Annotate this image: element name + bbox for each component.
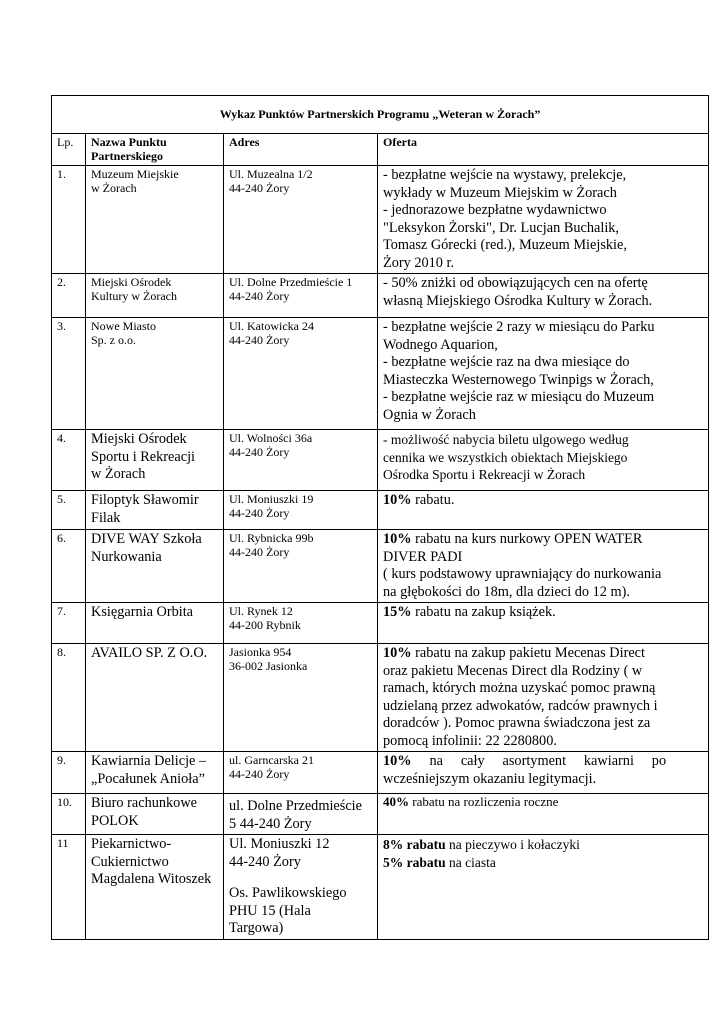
name-line: Nowe Miasto (91, 319, 156, 333)
row-name (86, 794, 224, 835)
document-title: Wykaz Punktów Partnerskich Programu „Weteran w Żorach” (52, 96, 709, 134)
offer-line: doradców ). Pomoc prawna świadczona jest za (383, 715, 651, 731)
name-line: POLOK (91, 812, 139, 829)
discount-value: 40% (383, 794, 409, 809)
name-line: Kawiarnia Delicje – (91, 753, 207, 769)
name-line: Magdalena Witoszek (91, 871, 212, 887)
name-line: w Żorach (91, 181, 137, 195)
address-line: Ul. Moniuszki 19 (229, 492, 314, 506)
row-lp: 8. (52, 644, 86, 752)
offer-line: Tomasz Górecki (red.), Muzeum Miejskie, (383, 237, 627, 253)
row-name (86, 491, 224, 530)
address-line: 44-240 Żory (229, 445, 290, 459)
row-address (224, 491, 378, 530)
discount-value: 10% (383, 645, 412, 661)
name-line: „Pocałunek Anioła” (91, 770, 205, 787)
name-line: Filoptyk Sławomir (91, 492, 199, 508)
address-line: 44-240 Żory (229, 545, 290, 559)
table-row (52, 274, 709, 318)
name-line: Nurkowania (91, 548, 162, 565)
address-line: 36-002 Jasionka (229, 659, 308, 673)
offer-text: na pieczywo i kołaczyki (445, 837, 580, 852)
row-address (224, 644, 378, 752)
discount-value: 15% (383, 604, 412, 620)
row-offer (378, 166, 709, 274)
row-lp: 6. (52, 530, 86, 603)
row-lp: 1. (52, 166, 86, 274)
offer-line: wykłady w Muzeum Miejskim w Żorach (383, 184, 617, 201)
row-address (224, 430, 378, 491)
row-name (86, 752, 224, 794)
row-lp: 11 (52, 835, 86, 940)
row-offer (378, 835, 709, 940)
discount-value: 10% (383, 753, 412, 769)
name-line: DIVE WAY Szkoła (91, 531, 202, 547)
offer-line (383, 492, 703, 510)
offer-line: na głębokości do 18m, dla dzieci do 12 m). (383, 583, 630, 600)
offer-line (383, 836, 703, 854)
row-address (224, 166, 378, 274)
offer-line: "Leksykon Żorski", Dr. Lucjan Buchalik, (383, 219, 620, 236)
row-name (86, 166, 224, 274)
row-name (86, 318, 224, 430)
offer-line: Miasteczka Westernowego Twinpigs w Żorach, (383, 371, 654, 388)
table-row (52, 644, 709, 752)
offer-line: Wodnego Aquarion, (383, 336, 498, 353)
title-row (52, 96, 709, 134)
offer-text: rabatu na kurs nurkowy OPEN WATER (411, 531, 643, 547)
table-row (52, 530, 709, 603)
offer-line (383, 531, 703, 549)
offer-line: - bezpłatne wejście raz w miesiącu do Muzeum (383, 389, 655, 405)
name-line: Miejski Ośrodek (91, 275, 172, 289)
address-line: Ul. Muzealna 1/2 (229, 167, 313, 181)
table-row (52, 835, 709, 940)
offer-line: cennika we wszystkich obiektach Miejskiego (383, 449, 628, 465)
row-name (86, 274, 224, 318)
offer-text: rabatu na zakup książek. (411, 604, 556, 620)
table-row (52, 603, 709, 644)
offer-line: - możliwość nabycia biletu ulgowego według (383, 432, 629, 447)
offer-line: Ognia w Żorach (383, 406, 476, 423)
address-line: 44-240 Żory (229, 853, 301, 870)
name-line: Miejski Ośrodek (91, 431, 187, 447)
row-lp: 2. (52, 274, 86, 318)
row-lp: 3. (52, 318, 86, 430)
offer-line: ( kurs podstawowy uprawniający do nurkowania (383, 566, 662, 582)
offer-line: ramach, których można uzyskać pomoc prawną (383, 680, 656, 696)
address-line: ul. Garncarska 21 (229, 753, 314, 767)
address-line: PHU 15 (Hala (229, 902, 311, 919)
address-line: 5 44-240 Żory (229, 815, 312, 832)
table-row (52, 752, 709, 794)
offer-line: wcześniejszym okazaniu legitymacji. (383, 770, 597, 787)
offer-line: oraz pakietu Mecenas Direct dla Rodziny ( w (383, 662, 643, 679)
discount-value: 5% rabatu (383, 854, 446, 870)
row-name (86, 603, 224, 644)
table-row (52, 491, 709, 530)
offer-line: DIVER PADI (383, 548, 463, 565)
address-line: Ul. Wolności 36a (229, 431, 313, 445)
row-address (224, 794, 378, 835)
address-line: Ul. Dolne Przedmieście 1 (229, 275, 353, 289)
name-line: AVAILO SP. Z O.O. (91, 645, 208, 661)
row-offer (378, 530, 709, 603)
row-offer (378, 644, 709, 752)
address-line: 44-240 Żory (229, 333, 290, 347)
address-line: Ul. Rybnicka 99b (229, 531, 314, 545)
address-line: Jasionka 954 (229, 645, 292, 659)
address-line: Ul. Moniuszki 12 (229, 836, 330, 852)
offer-line: - bezpłatne wejście raz na dwa miesiące do (383, 354, 630, 370)
row-address (224, 318, 378, 430)
address-line: 44-240 Żory (229, 181, 290, 195)
table-row (52, 318, 709, 430)
offer-line (383, 753, 703, 771)
offer-line: - bezpłatne wejście 2 razy w miesiącu do Parku (383, 319, 655, 335)
table-row (52, 166, 709, 274)
row-address (224, 530, 378, 603)
row-address (224, 603, 378, 644)
address-line: Ul. Katowicka 24 (229, 319, 314, 333)
name-line: Biuro rachunkowe (91, 795, 198, 811)
offer-text: rabatu. (411, 492, 455, 508)
row-lp: 7. (52, 603, 86, 644)
row-lp: 5. (52, 491, 86, 530)
name-line: Piekarnictwo- (91, 836, 172, 852)
offer-line: Ośrodka Sportu i Rekreacji w Żorach (383, 467, 586, 482)
discount-value: 10% (383, 492, 412, 508)
name-line: Cukiernictwo (91, 853, 169, 870)
address-line: Os. Pawlikowskiego (229, 885, 347, 901)
row-name (86, 835, 224, 940)
row-offer (378, 603, 709, 644)
partners-table (51, 95, 709, 940)
offer-text: rabatu na rozliczenia roczne (409, 794, 559, 809)
row-offer (378, 491, 709, 530)
offer-line: Żory 2010 r. (383, 254, 455, 271)
offer-line: własną Miejskiego Ośrodka Kultury w Żorach. (383, 292, 653, 309)
offer-text: na cały asortyment kawiarni po (411, 753, 667, 769)
row-address (224, 752, 378, 794)
offer-line: udzielaną przez adwokatów, radców prawnych i (383, 697, 658, 714)
header-name: Nazwa Punktu Partnerskiego (86, 134, 224, 166)
offer-line: - bezpłatne wejście na wystawy, prelekcje, (383, 167, 627, 183)
address-line: 44-240 Żory (229, 289, 290, 303)
row-offer (378, 752, 709, 794)
discount-value: 8% rabatu (383, 837, 446, 852)
offer-line: - jednorazowe bezpłatne wydawnictwo (383, 202, 607, 218)
row-offer (378, 274, 709, 318)
row-name (86, 644, 224, 752)
discount-value: 10% (383, 531, 412, 547)
offer-line (383, 795, 703, 809)
name-line: Sportu i Rekreacji (91, 448, 196, 465)
row-offer (378, 430, 709, 491)
offer-line (383, 854, 703, 872)
offer-line (383, 604, 703, 622)
address-line: ul. Dolne Przedmieście (229, 798, 363, 814)
row-lp: 4. (52, 430, 86, 491)
header-row (52, 134, 709, 166)
address-line: Targowa) (229, 920, 284, 936)
offer-line: pomocą infolinii: 22 2280800. (383, 732, 557, 749)
row-address (224, 274, 378, 318)
address-spacer (229, 871, 372, 885)
offer-line (383, 645, 703, 663)
header-lp: Lp. (52, 134, 86, 166)
address-line: 44-240 Żory (229, 506, 290, 520)
row-lp: 10. (52, 794, 86, 835)
offer-text: na ciasta (445, 854, 496, 870)
name-line: Księgarnia Orbita (91, 604, 194, 620)
address-line: Ul. Rynek 12 (229, 604, 293, 618)
name-line: Filak (91, 509, 121, 526)
row-offer (378, 318, 709, 430)
name-line: Kultury w Żorach (91, 289, 177, 303)
address-line: 44-240 Żory (229, 767, 290, 781)
address-line: 44-200 Rybnik (229, 618, 301, 632)
offer-line: - 50% zniżki od obowiązujących cen na ofertę (383, 275, 648, 291)
offer-text: rabatu na zakup pakietu Mecenas Direct (411, 645, 646, 661)
table-row (52, 430, 709, 491)
row-name (86, 530, 224, 603)
table-row (52, 794, 709, 835)
row-address (224, 835, 378, 940)
header-offer: Oferta (378, 134, 709, 166)
name-line: w Żorach (91, 466, 146, 482)
row-name (86, 430, 224, 491)
row-offer (378, 794, 709, 835)
row-lp: 9. (52, 752, 86, 794)
header-address: Adres (224, 134, 378, 166)
name-line: Muzeum Miejskie (91, 167, 179, 181)
name-line: Sp. z o.o. (91, 333, 136, 347)
